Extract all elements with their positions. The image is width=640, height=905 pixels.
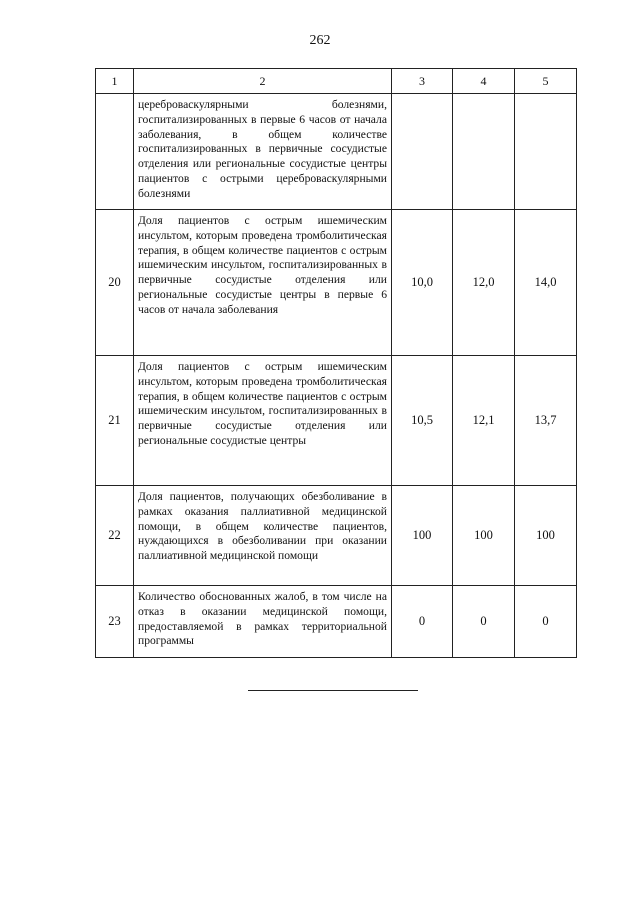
value-col-3: 100: [392, 486, 453, 586]
page-number: 262: [309, 33, 331, 48]
table-header-row: [96, 69, 577, 94]
table-row: [96, 94, 577, 210]
indicator-description: Доля пациентов, получающих обезболивание в рамках оказания паллиативной медицинской помощи, в общем количестве пациентов, нуждающихся в обезболивании при оказании паллиативной медицинской помощи: [134, 486, 392, 586]
value-col-4: 100: [453, 486, 515, 586]
column-header-2: 2: [134, 69, 392, 94]
value-col-5: 13,7: [515, 356, 577, 486]
value-col-3: 0: [392, 586, 453, 658]
table-row: [96, 586, 577, 658]
row-number: 21: [96, 356, 134, 486]
value-col-3: 10,5: [392, 356, 453, 486]
row-number: [96, 94, 134, 210]
value-col-4: 0: [453, 586, 515, 658]
value-col-5: 14,0: [515, 210, 577, 356]
indicator-description: Доля пациентов с острым ишемическим инсультом, которым проведена тромболитическая терапия, в общем количестве пациентов с острым ишемическим инсультом, госпитализированных в первичные сосудистые отделения или региональные сосудистые центры: [134, 356, 392, 486]
end-divider-line: [248, 690, 418, 691]
value-col-4: 12,0: [453, 210, 515, 356]
indicator-description: Количество обоснованных жалоб, в том числе на отказ в оказании медицинской помощи, предоставляемой в рамках территориальной программы: [134, 586, 392, 658]
table-row: [96, 356, 577, 486]
value-col-3: 10,0: [392, 210, 453, 356]
value-col-4: 12,1: [453, 356, 515, 486]
indicators-table: [95, 68, 577, 658]
table-row: [96, 210, 577, 356]
value-col-4: [453, 94, 515, 210]
table-row: [96, 486, 577, 586]
value-col-5: 100: [515, 486, 577, 586]
row-number: 22: [96, 486, 134, 586]
row-number: 20: [96, 210, 134, 356]
column-header-3: 3: [392, 69, 453, 94]
value-col-5: 0: [515, 586, 577, 658]
column-header-1: 1: [96, 69, 134, 94]
indicator-description: Доля пациентов с острым ишемическим инсультом, которым проведена тромболитическая терапия, в общем количестве пациентов с острым ишемическим инсультом, госпитализированных в первичные сосудистые отделения или региональные сосудистые центры в первые 6 часов от начала заболевания: [134, 210, 392, 356]
column-header-4: 4: [453, 69, 515, 94]
row-number: 23: [96, 586, 134, 658]
column-header-5: 5: [515, 69, 577, 94]
value-col-3: [392, 94, 453, 210]
value-col-5: [515, 94, 577, 210]
indicator-description: цереброваскулярными болезнями, госпитализированных в первые 6 часов от начала заболевания, в общем количестве госпитализированных в первичные сосудистые отделения или региональные сосудистые центры пациентов с острыми цереброваскулярными болезнями: [134, 94, 392, 210]
